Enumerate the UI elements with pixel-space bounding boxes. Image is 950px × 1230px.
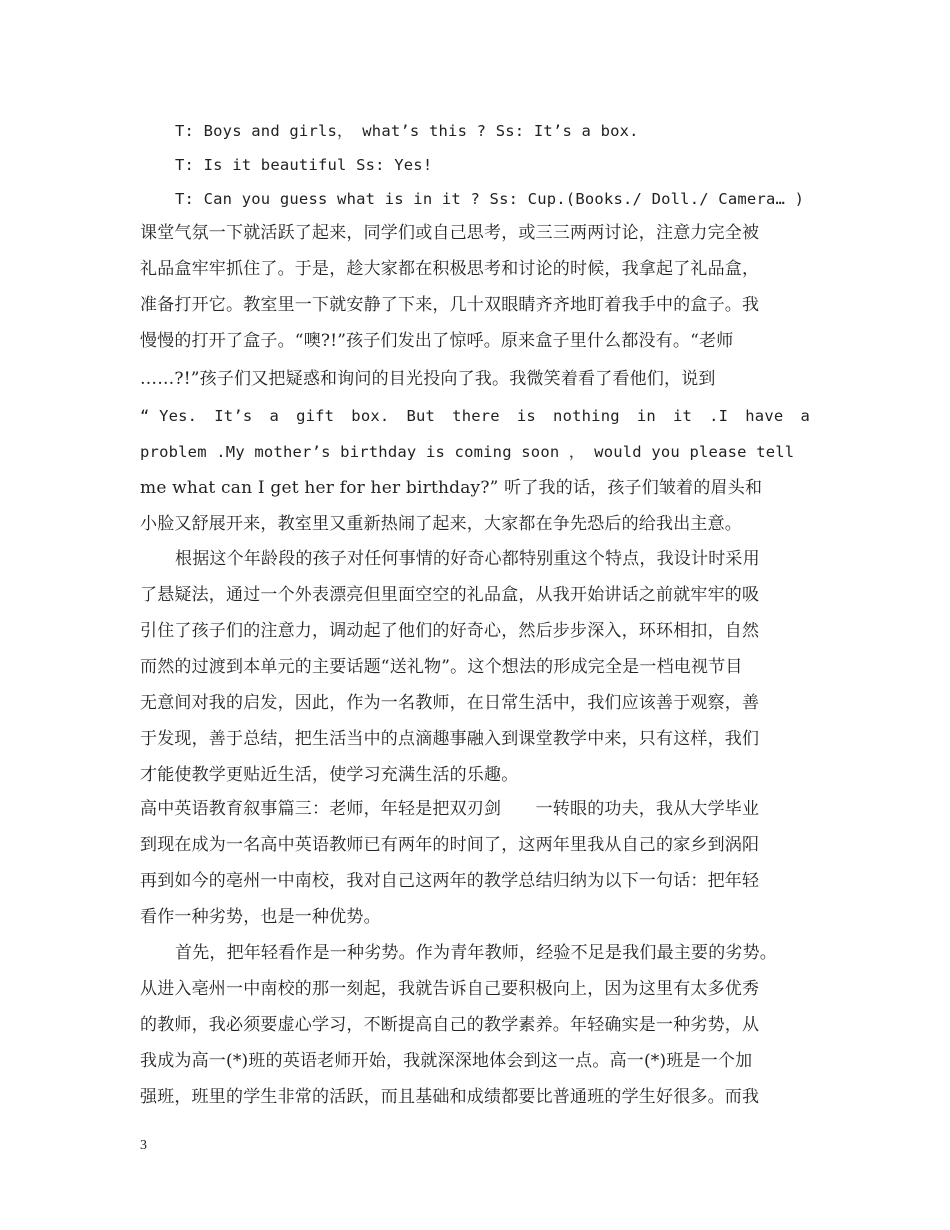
paragraph-line: 的教师，我必须要虚心学习，不断提高自己的教学素养。年轻确实是一种劣势，从: [140, 1015, 760, 1035]
paragraph-line: 而然的过渡到本单元的主要话题“送礼物”。这个想法的形成完全是一档电视节目: [140, 657, 743, 677]
word: have: [745, 407, 784, 425]
paragraph-line: 小脸又舒展开来，教室里又重新热闹了起来，大家都在争先恐后的给我出主意。: [140, 514, 742, 534]
english-line: problem .My mother’s birthday is coming soon ， would you please tell: [140, 443, 795, 461]
dialogue-line-3: T: Can you guess what is in it ? Ss: Cup.(Books./ Doll./ Camera… ): [175, 190, 805, 208]
paragraph-line: 礼品盒牢牢抓住了。于是，趁大家都在积极思考和讨论的时候，我拿起了礼品盒，: [140, 259, 760, 279]
paragraph-line: 引住了孩子们的注意力，调动起了他们的好奇心，然后步步深入，环环相扣，自然: [140, 621, 760, 641]
word: nothing: [553, 407, 620, 425]
page-number: 3: [140, 1138, 147, 1153]
paragraph-line: 从进入亳州一中南校的那一刻起，我就告诉自己要积极向上，因为这里有太多优秀: [140, 979, 760, 999]
word: it: [672, 407, 693, 425]
paragraph-first-line: 首先，把年轻看作是一种劣势。作为青年教师，经验不足是我们最主要的劣势。: [175, 943, 777, 963]
paragraph-line: 无意间对我的启发，因此，作为一名教师，在日常生活中，我们应该善于观察，善: [140, 693, 760, 713]
paragraph-line: 才能使教学更贴近生活，使学习充满生活的乐趣。: [140, 765, 519, 785]
paragraph-line: 课堂气氛一下就活跃了起来，同学们或自己思考，或三三两两讨论，注意力完全被: [140, 223, 760, 243]
paragraph-line: 到现在成为一名高中英语教师已有两年的时间了，这两年里我从自己的家乡到涡阳: [140, 835, 760, 855]
dialogue-line-2: T: Is it beautiful Ss: Yes!: [175, 156, 433, 174]
word: a: [800, 407, 810, 425]
paragraph-line: 强班，班里的学生非常的活跃，而且基础和成绩都要比普通班的学生好很多。而我: [140, 1087, 760, 1107]
word: box.: [351, 407, 390, 425]
word: gift: [296, 407, 335, 425]
word: a: [269, 407, 280, 425]
paragraph-line: 于发现，善于总结，把生活当中的点滴趣事融入到课堂教学中来，只有这样，我们: [140, 729, 760, 749]
word: “ Yes.: [140, 407, 198, 425]
paragraph-line: 慢慢的打开了盒子。“噢?!”孩子们发出了惊呼。原来盒子里什么都没有。“老师: [140, 331, 734, 351]
word: It’s: [214, 407, 253, 425]
word: there: [452, 407, 500, 425]
paragraph-line: 再到如今的亳州一中南校，我对自己这两年的教学总结归纳为以下一句话：把年轻: [140, 871, 760, 891]
word: .I: [709, 407, 729, 425]
paragraph-line: 了悬疑法，通过一个外表漂亮但里面空空的礼品盒，从我开始讲话之前就牢牢的吸: [140, 585, 760, 605]
dialogue-line-1: T: Boys and girls， what’s this ? Ss: It’s a box.: [175, 122, 639, 140]
paragraph-line: me what can I get her for her birthday?” 听了我的话，孩子们皱着的眉头和: [140, 478, 763, 498]
paragraph-line: 看作一种劣势，也是一种优势。: [140, 907, 381, 927]
paragraph-first-line: 根据这个年龄段的孩子对任何事情的好奇心都特别重这个特点，我设计时采用: [175, 549, 760, 569]
paragraph-line: ……?!”孩子们又把疑惑和询问的目光投向了我。我微笑着看了看他们，说到: [140, 369, 716, 389]
paragraph-line: 准备打开它。教室里一下就安静了下来，几十双眼睛齐齐地盯着我手中的盒子。我: [140, 295, 760, 315]
section-heading-line: 高中英语教育叙事篇三：老师，年轻是把双刃剑 一转眼的功夫，我从大学毕业: [140, 799, 760, 819]
paragraph-line: 我成为高一(*)班的英语老师开始，我就深深地体会到这一点。高一(*)班是一个加: [140, 1051, 753, 1071]
word: is: [516, 407, 536, 425]
word: But: [406, 407, 436, 425]
word: in: [636, 407, 656, 425]
justified-english-line: [140, 404, 810, 428]
